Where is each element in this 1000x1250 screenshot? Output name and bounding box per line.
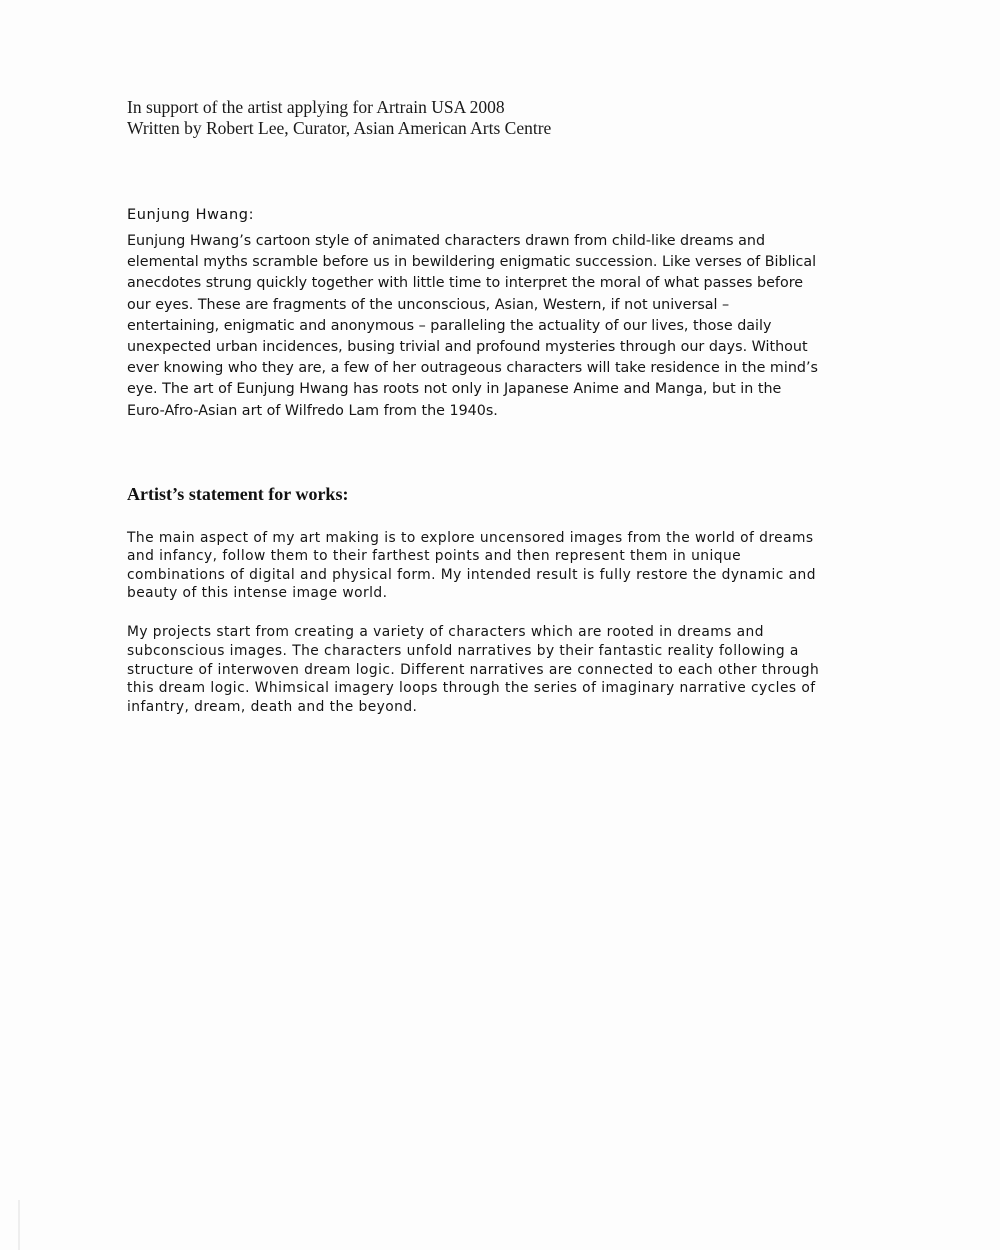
header-line-support: In support of the artist applying for Artrain USA 2008 [127, 97, 505, 117]
statement-paragraph-2 [127, 623, 887, 717]
section-heading-artist-name: Eunjung Hwang: [127, 207, 255, 223]
scan-edge-artifact [18, 1200, 20, 1250]
paragraph-line: subconscious images. The characters unfold narratives by their fantastic reality following a [127, 642, 799, 659]
document-header [127, 97, 887, 139]
paragraph-line: entertaining, enigmatic and anonymous – paralleling the actuality of our lives, those daily [127, 317, 772, 334]
paragraph-line: Eunjung Hwang’s cartoon style of animated characters drawn from child-like dreams and [127, 233, 766, 249]
paragraph-line: this dream logic. Whimsical imagery loops through the series of imaginary narrative cycles of [127, 680, 816, 697]
paragraph-line: our eyes. These are fragments of the unconscious, Asian, Western, if not universal – [127, 296, 730, 313]
paragraph-line: anecdotes strung quickly together with little time to interpret the moral of what passes before [127, 275, 804, 292]
paragraph-line: combinations of digital and physical form. My intended result is fully restore the dynamic and [127, 566, 816, 583]
paragraph-line: My projects start from creating a variety of characters which are rooted in dreams and [127, 624, 764, 640]
paragraph-line: unexpected urban incidences, busing trivial and profound mysteries through our days. Without [127, 339, 808, 356]
paragraph-line: elemental myths scramble before us in bewildering enigmatic succession. Like verses of Biblical [127, 254, 817, 271]
paragraph-line: Euro-Afro-Asian art of Wilfredo Lam from the 1940s. [127, 402, 498, 419]
section-heading-artist-statement: Artist’s statement for works: [127, 484, 349, 504]
curator-paragraph [127, 231, 887, 422]
paragraph-line: structure of interwoven dream logic. Different narratives are connected to each other through [127, 661, 820, 678]
paragraph-line: ever knowing who they are, a few of her outrageous characters will take residence in the mind’s [127, 360, 818, 377]
header-line-author: Written by Robert Lee, Curator, Asian American Arts Centre [127, 118, 552, 138]
paragraph-line: eye. The art of Eunjung Hwang has roots not only in Japanese Anime and Manga, but in the [127, 381, 782, 398]
paragraph-line: and infancy, follow them to their farthest points and then represent them in unique [127, 548, 742, 565]
statement-paragraph-1 [127, 529, 887, 603]
paragraph-line: The main aspect of my art making is to explore uncensored images from the world of dreams [127, 530, 814, 546]
paragraph-line: infantry, dream, death and the beyond. [127, 699, 418, 716]
paragraph-line: beauty of this intense image world. [127, 585, 388, 602]
